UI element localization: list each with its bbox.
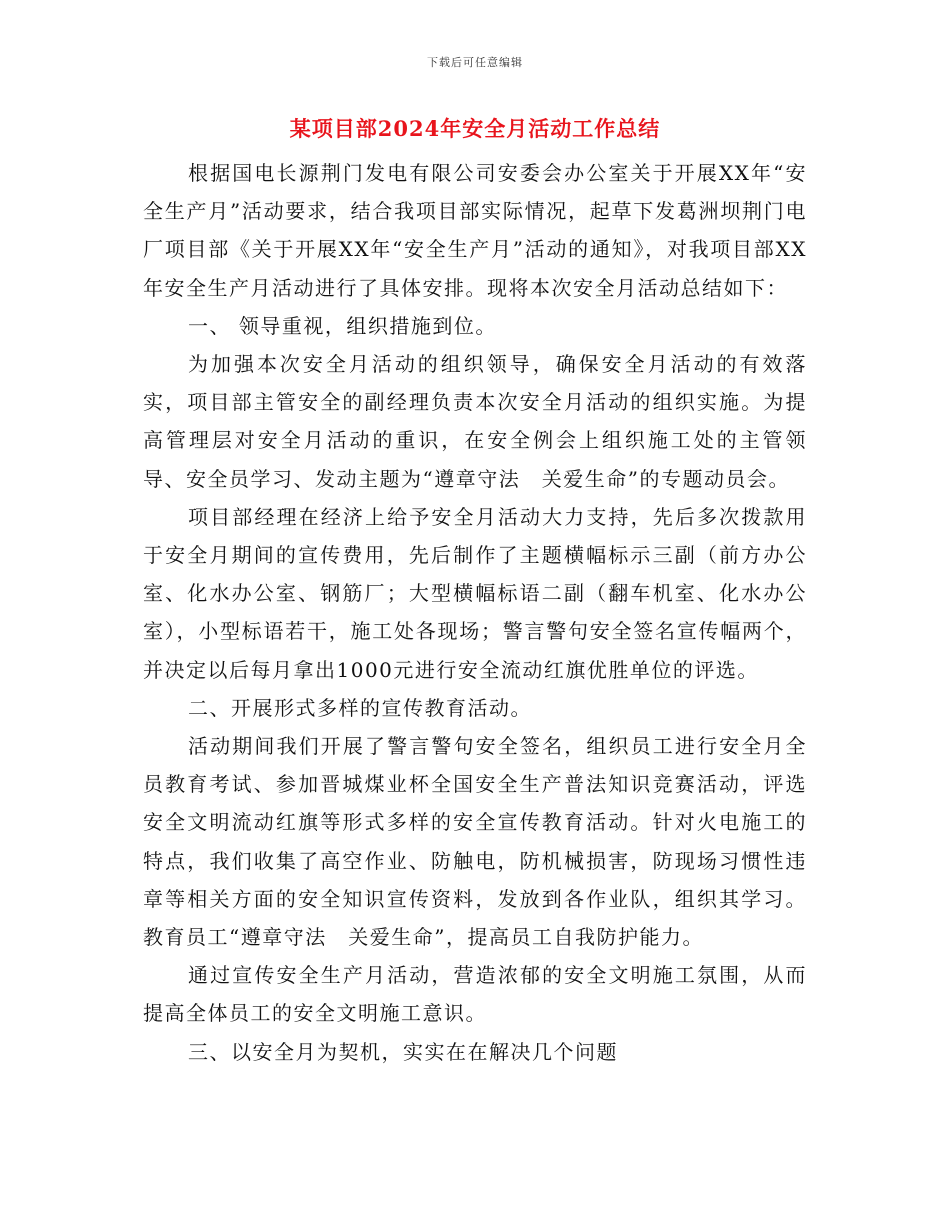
paragraph-intro: 根据国电长源荆门发电有限公司安委会办公室关于开展XX年“安全生产月”活动要求，结合我项目部实际情况，起草下发葛洲坝荆门电厂项目部《关于开展XX年“安全生产月”活动的通知》，对我项目部XX年安全生产月活动进行了具体安排。现将本次安全月活动总结如下： <box>143 161 807 300</box>
section-heading-1: 一、 领导重视，组织措施到位。 <box>188 313 497 338</box>
paragraph-atmosphere: 通过宣传安全生产月活动，营造浓郁的安全文明施工氛围，从而提高全体员工的安全文明施工意识。 <box>143 963 807 1026</box>
section-heading-3: 三、以安全月为契机，实实在在解决几个问题 <box>188 1039 618 1064</box>
document-body <box>143 154 807 1071</box>
header-note: 下载后可任意编辑 <box>427 56 523 69</box>
paragraph-funding: 项目部经理在经济上给予安全月活动大力支持，先后多次拨款用于安全月期间的宣传费用，先后制作了主题横幅标示三副（前方办公室、化水办公室、钢筋厂；大型横幅标语二副（翻车机室、化水办公室），小型标语若干，施工处各现场；警言警句安全签名宣传幅两个，并决定以后每月拿出1000元进行安全流动红旗优胜单位的评选。 <box>143 504 807 682</box>
document-title: 某项目部2024年安全月活动工作总结 <box>289 116 661 141</box>
paragraph-activities: 活动期间我们开展了警言警句安全签名，组织员工进行安全月全员教育考试、参加晋城煤业杯全国安全生产普法知识竞赛活动，评选安全文明流动红旗等形式多样的安全宣传教育活动。针对火电施工的特点，我们收集了高空作业、防触电，防机械损害，防现场习惯性违章等相关方面的安全知识宣传资料，发放到各作业队，组织其学习。教育员工“遵章守法 关爱生命”，提高员工自我防护能力。 <box>143 734 807 950</box>
section-heading-2: 二、开展形式多样的宣传教育活动。 <box>188 695 532 720</box>
paragraph-leadership: 为加强本次安全月活动的组织领导，确保安全月活动的有效落实，项目部主管安全的副经理负责本次安全月活动的组织实施。为提高管理层对安全月活动的重识，在安全例会上组织施工处的主管领导、安全员学习、发动主题为“遵章守法 关爱生命”的专题动员会。 <box>143 352 807 491</box>
